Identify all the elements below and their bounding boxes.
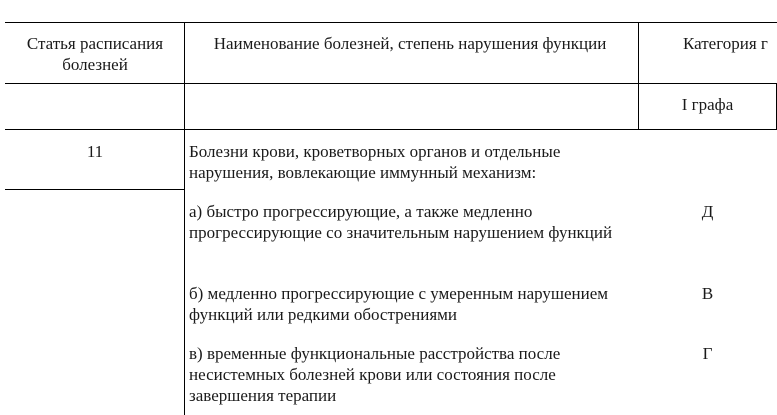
header-article-column: Статья расписания болезней <box>26 34 164 74</box>
article-cell-bottom-border <box>5 189 184 190</box>
header-category-column: Категория г <box>683 34 768 53</box>
column-divider-1 <box>184 22 185 415</box>
article-number: 11 <box>86 142 104 161</box>
category-value-a: Д <box>701 202 714 221</box>
category-value-c: Г <box>702 344 713 363</box>
subheader-graph-1: I графа <box>681 95 734 114</box>
list-item-c: в) временные функциональные расстройства после несистемных болезней крови или состояния после завершения терапии <box>189 344 561 405</box>
table-top-border <box>5 22 777 23</box>
list-item-b: б) медленно прогрессирующие с умеренным нарушением функций или редкими обострениями <box>189 284 609 324</box>
header-divider <box>5 83 777 84</box>
header-name-column: Наименование болезней, степень нарушения функции <box>213 34 607 53</box>
category-value-b: В <box>701 284 714 303</box>
list-item-a: а) быстро прогрессирующие, а также медленно прогрессирующие со значительным нарушением функций <box>189 202 613 242</box>
disease-group-title: Болезни крови, кроветворных органов и отдельные нарушения, вовлекающие иммунный механизм: <box>189 142 561 182</box>
subheader-bottom-border <box>5 129 777 130</box>
